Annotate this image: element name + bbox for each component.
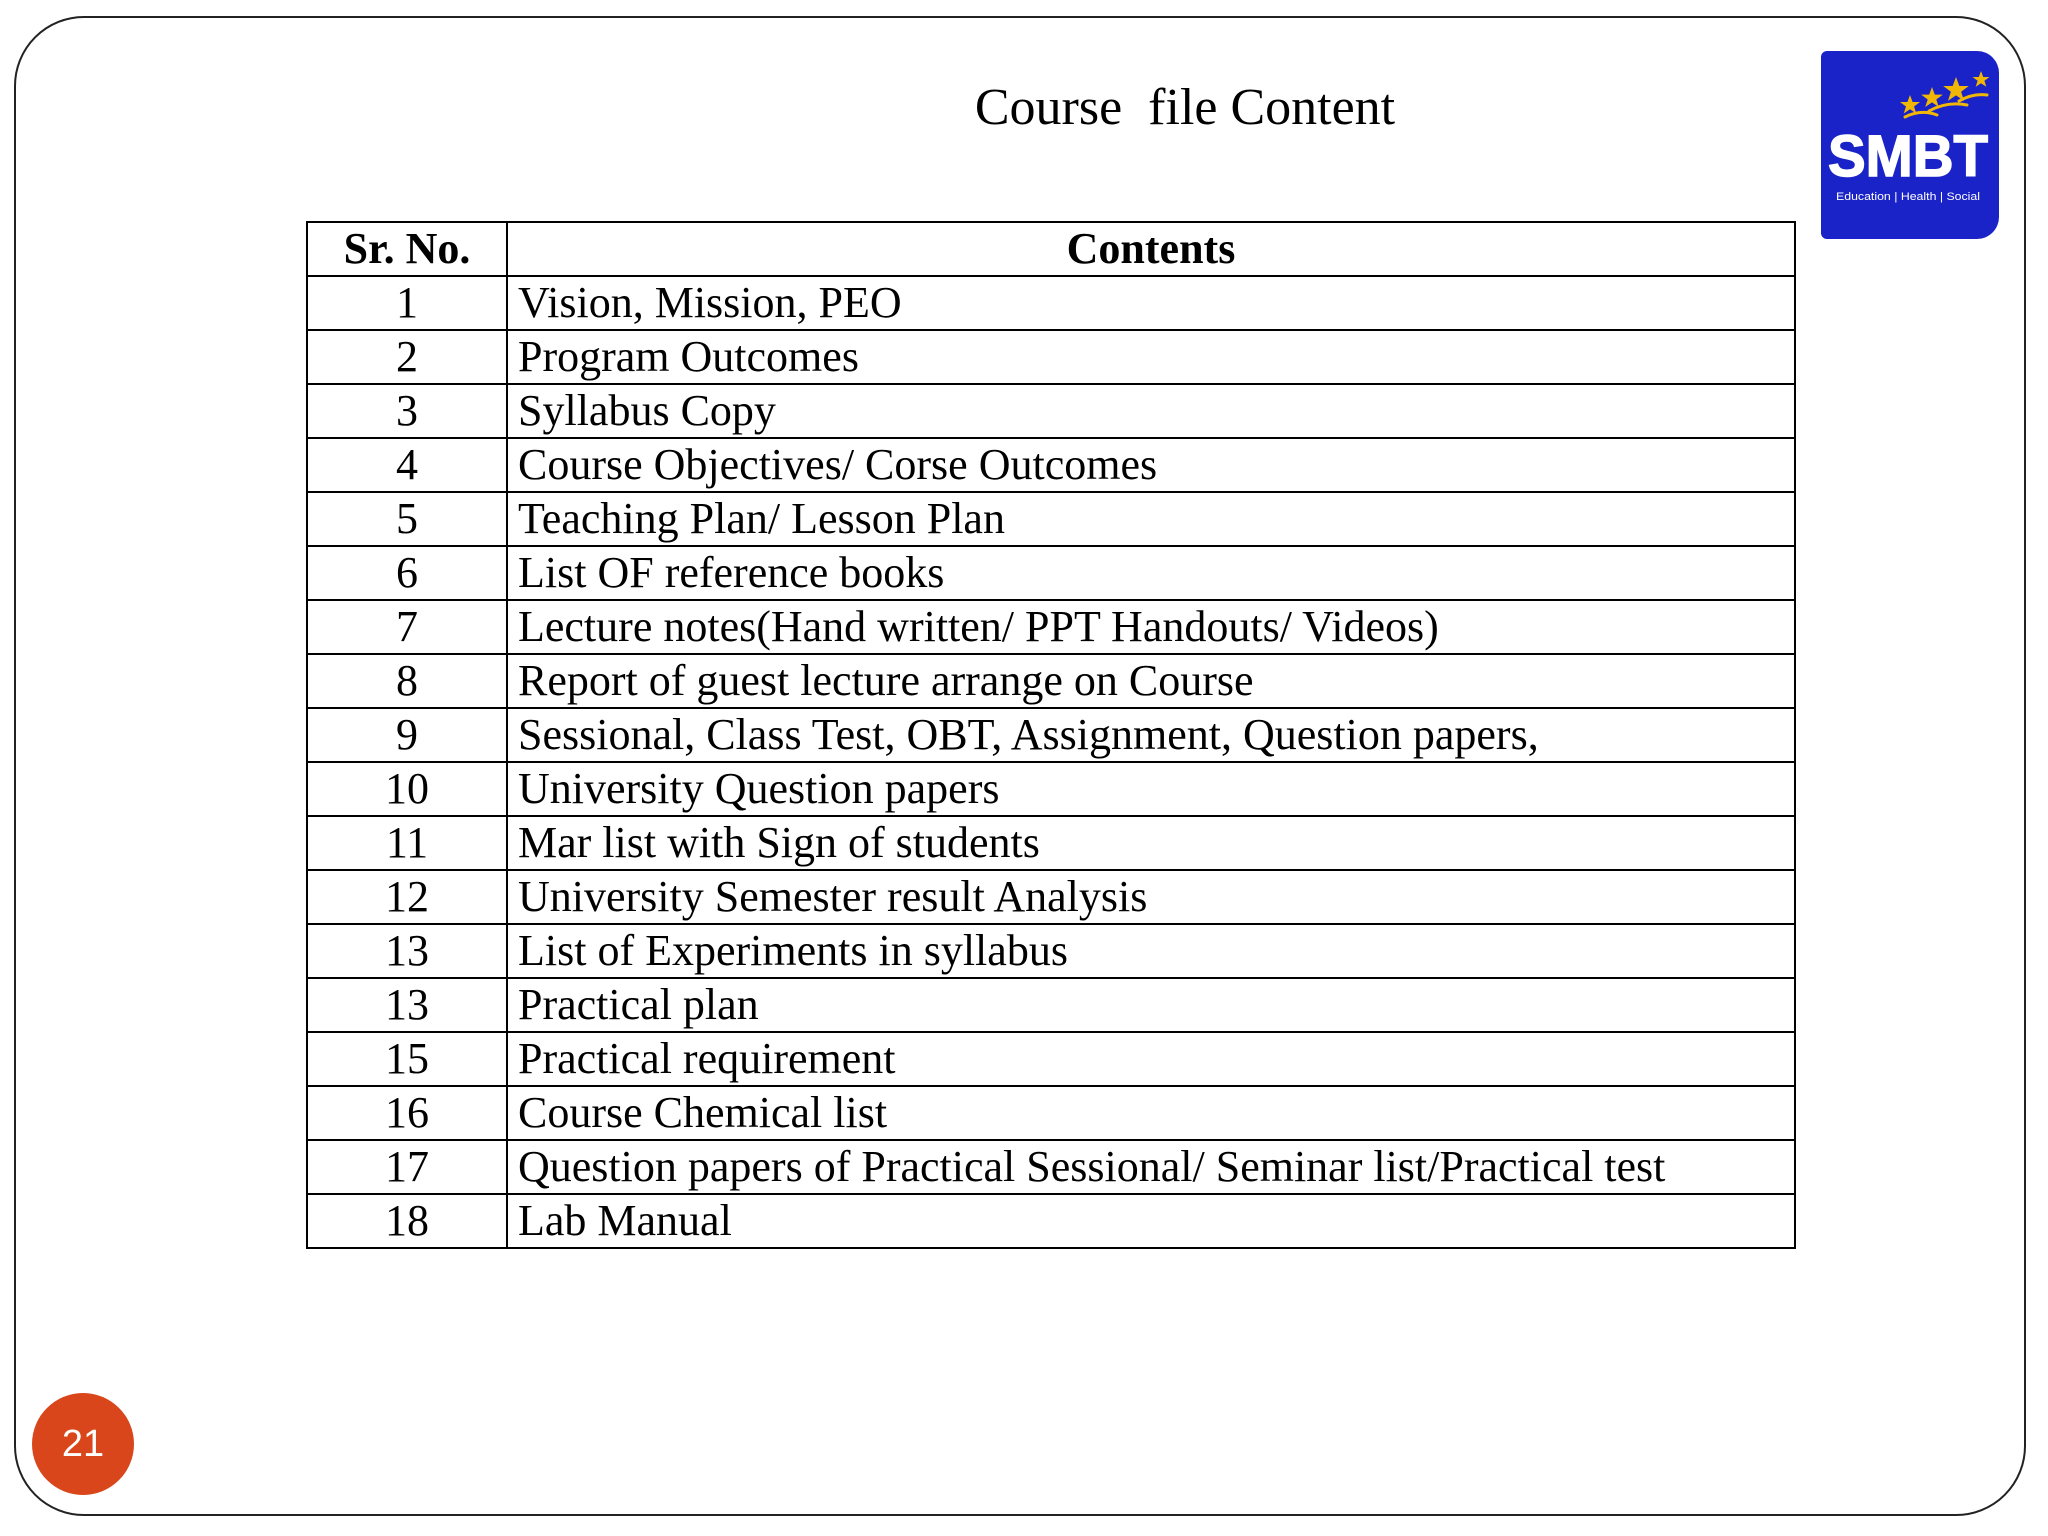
header-sr-no: Sr. No.	[307, 222, 507, 276]
table-row	[307, 654, 1795, 708]
row-content: Question papers of Practical Sessional/ Seminar list/Practical test	[507, 1140, 1795, 1194]
row-content: Teaching Plan/ Lesson Plan	[507, 492, 1795, 546]
row-content: List OF reference books	[507, 546, 1795, 600]
row-content: List of Experiments in syllabus	[507, 924, 1795, 978]
row-content: Report of guest lecture arrange on Course	[507, 654, 1795, 708]
row-number: 3	[307, 384, 507, 438]
table-row	[307, 762, 1795, 816]
table-row	[307, 384, 1795, 438]
row-number: 13	[307, 924, 507, 978]
row-number: 16	[307, 1086, 507, 1140]
row-content: Sessional, Class Test, OBT, Assignment, Question papers,	[507, 708, 1795, 762]
people-swoosh-icon	[1905, 95, 1987, 117]
table-row	[307, 1032, 1795, 1086]
table-row	[307, 546, 1795, 600]
row-content: University Question papers	[507, 762, 1795, 816]
row-number: 15	[307, 1032, 507, 1086]
row-number: 11	[307, 816, 507, 870]
row-number: 12	[307, 870, 507, 924]
row-content: Mar list with Sign of students	[507, 816, 1795, 870]
smbt-logo	[1821, 51, 1999, 239]
row-number: 4	[307, 438, 507, 492]
row-number: 5	[307, 492, 507, 546]
row-number: 18	[307, 1194, 507, 1248]
table-row	[307, 978, 1795, 1032]
row-content: Program Outcomes	[507, 330, 1795, 384]
table-row	[307, 708, 1795, 762]
row-number: 2	[307, 330, 507, 384]
table-row	[307, 438, 1795, 492]
table-row	[307, 870, 1795, 924]
smbt-logo-graphic	[1821, 51, 1999, 239]
row-content: Lecture notes(Hand written/ PPT Handouts/ Videos)	[507, 600, 1795, 654]
table-row	[307, 1086, 1795, 1140]
table-row	[307, 1194, 1795, 1248]
row-number: 13	[307, 978, 507, 1032]
row-number: 1	[307, 276, 507, 330]
table-row	[307, 492, 1795, 546]
row-content: Lab Manual	[507, 1194, 1795, 1248]
course-contents-table	[306, 221, 1796, 1249]
row-content: Course Objectives/ Corse Outcomes	[507, 438, 1795, 492]
table-row	[307, 816, 1795, 870]
table-header-row	[307, 222, 1795, 276]
table-row	[307, 1140, 1795, 1194]
table-row	[307, 330, 1795, 384]
row-content: Vision, Mission, PEO	[507, 276, 1795, 330]
stars-icon	[1900, 71, 1990, 114]
row-number: 6	[307, 546, 507, 600]
row-content: University Semester result Analysis	[507, 870, 1795, 924]
table-row	[307, 600, 1795, 654]
row-content: Syllabus Copy	[507, 384, 1795, 438]
row-number: 7	[307, 600, 507, 654]
table-row	[307, 276, 1795, 330]
logo-brand-text: SMBT	[1828, 124, 1988, 189]
row-number: 10	[307, 762, 507, 816]
row-number: 17	[307, 1140, 507, 1194]
header-contents: Contents	[507, 222, 1795, 276]
row-content: Course Chemical list	[507, 1086, 1795, 1140]
row-content: Practical requirement	[507, 1032, 1795, 1086]
logo-tagline-text: Education | Health | Social	[1836, 191, 1980, 203]
page-number-badge: 21	[32, 1393, 134, 1495]
row-number: 9	[307, 708, 507, 762]
row-number: 8	[307, 654, 507, 708]
row-content: Practical plan	[507, 978, 1795, 1032]
table-row	[307, 924, 1795, 978]
slide-title: Course file Content	[974, 79, 1396, 136]
